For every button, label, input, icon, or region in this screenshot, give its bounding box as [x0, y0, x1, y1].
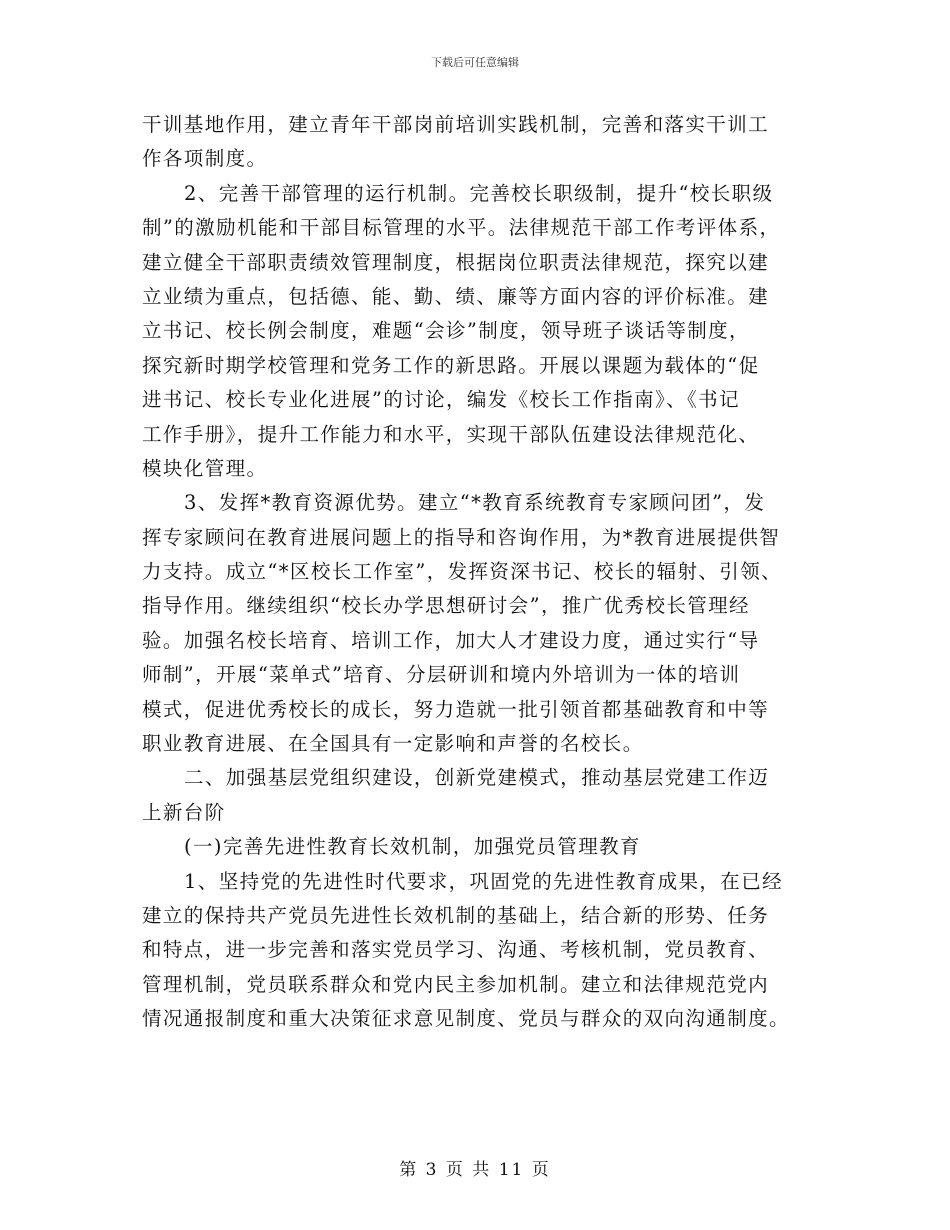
- text-line: 情况通报制度和重大决策征求意见制度、党员与群众的双向沟通制度。: [142, 1007, 790, 1031]
- page-header: 下载后可任意编辑: [431, 56, 519, 69]
- text-line: 验。加强名校长培育、培训工作，加大人才建设力度，通过实行“导: [142, 628, 760, 652]
- text-line: 立书记、校长例会制度，难题“会诊”制度，领导班子谈话等制度，: [142, 319, 750, 343]
- page-number-footer: 第 3 页 共 11 页: [399, 1160, 551, 1180]
- text-line: 指导作用。继续组织“校长办学思想研讨会”，推广优秀校长管理经: [142, 594, 750, 618]
- text-line: 制”的激励机能和干部目标管理的水平。法律规范干部工作考评体系，: [142, 216, 781, 240]
- text-line: 建立健全干部职责绩效管理制度，根据岗位职责法律规范，探究以建: [142, 250, 770, 274]
- paragraph-start-line: 2、完善干部管理的运行机制。完善校长职级制，提升“校长职级: [184, 181, 774, 205]
- text-line: 探究新时期学校管理和党务工作的新思路。开展以课题为载体的“促: [142, 353, 760, 377]
- text-line: 立业绩为重点，包括德、能、勤、绩、廉等方面内容的评价标准。建: [142, 284, 770, 308]
- paragraph-start-line: 3、发挥*教育资源优势。建立“*教育系统教育专家顾问团”，发: [184, 491, 766, 515]
- section-heading-line: 二、加强基层党组织建设，创新党建模式，推动基层党建工作迈: [184, 766, 770, 790]
- text-line: 管理机制，党员联系群众和党内民主参加机制。建立和法律规范党内: [142, 972, 770, 996]
- text-line: 作各项制度。: [142, 147, 268, 171]
- text-line: 干训基地作用，建立青年干部岗前培训实践机制，完善和落实干训工: [142, 113, 770, 136]
- text-line: 和特点，进一步完善和落实党员学习、沟通、考核机制，党员教育、: [142, 938, 770, 962]
- text-line: 工作手册》，提升工作能力和水平，实现干部队伍建设法律规范化、: [142, 422, 760, 446]
- text-line: 职业教育进展、在全国具有一定影响和声誉的名校长。: [142, 732, 644, 756]
- subsection-heading-line: (一)完善先进性教育长效机制，加强党员管理教育: [184, 835, 641, 859]
- text-line: 师制”，开展“菜单式”培育、分层研训和境内外培训为一体的培训: [142, 663, 741, 687]
- document-body: [142, 108, 818, 1037]
- paragraph-start-line: 1、坚持党的先进性时代要求，巩固党的先进性教育成果，在已经: [184, 869, 784, 893]
- text-line: 力支持。成立“*区校长工作室”，发挥资深书记、校长的辐射、引领、: [142, 560, 782, 584]
- text-line: 建立的保持共产党员先进性长效机制的基础上，结合新的形势、任务: [142, 903, 770, 927]
- text-line: 进书记、校长专业化进展”的讨论，编发《校长工作指南》、《书记: [142, 388, 740, 412]
- section-heading-line: 上新台阶: [142, 800, 226, 824]
- text-line: 挥专家顾问在教育进展问题上的指导和咨询作用，为*教育进展提供智: [142, 525, 781, 549]
- text-line: 模式，促进优秀校长的成长，努力造就一批引领首都基础教育和中等: [142, 697, 770, 721]
- text-line: 模块化管理。: [142, 456, 268, 480]
